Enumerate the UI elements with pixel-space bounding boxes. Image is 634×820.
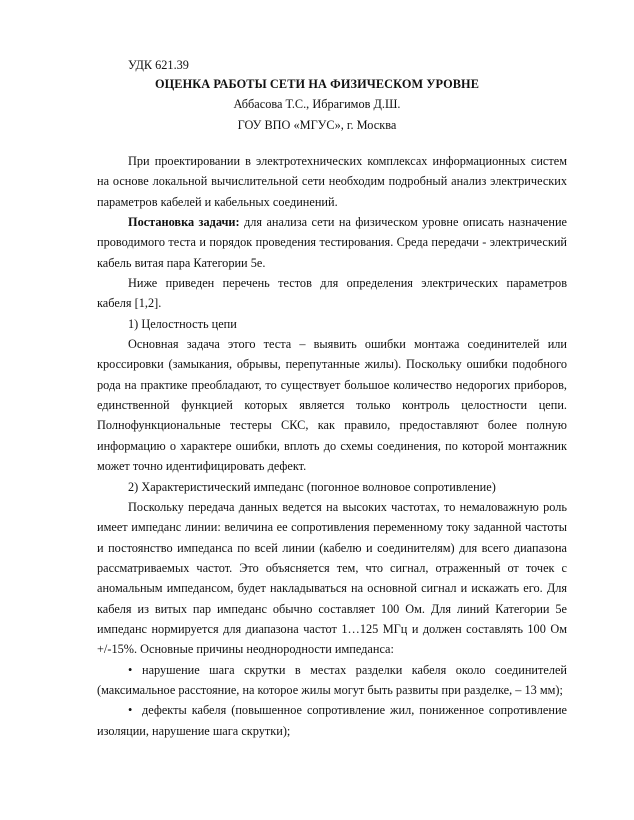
problem-statement-text: для анализа сети на физическом уровне описать назначение проводимого теста и порядок проведения тестирования. Среда передачи - электрический кабель витая пара Категории 5е. [97,215,567,270]
paragraph-impedance: Поскольку передача данных ведется на высоких частотах, то немаловажную роль имеет импеданс линии: величина ее сопротивления переменному току заданной частоты и постоянство импеданса по всей линии (кабелю и соединителям) для всего диапазона рассматриваемых частот. Это объясняется тем, что сигнал, отраженный от точек с аномальным импедансом, будет накладываться на основной сигнал и искажать его. Для кабеля из витых пар импеданс обычно составляет 100 Ом. Для линий Категории 5е импеданс нормируется для диапазона частот 1…125 МГц и должен составлять 100 Ом +/-15%. Основные причины неоднородности импеданса: [97,499,567,657]
list-item-text: нарушение шага скрутки в местах разделки кабеля около соединителей (максимальное расстояние, на которое жилы могут быть развиты при разделке, – 13 мм); [97,662,567,697]
section-heading-impedance: 2) Характеристический импеданс (погонное волновое сопротивление) [128,479,496,494]
bullet-icon: • [128,662,133,677]
affiliation: ГОУ ВПО «МГУС», г. Москва [237,118,397,132]
paragraph-intro: При проектировании в электротехнических комплексах информационных систем на основе локальной вычислительной сети необходим подробный анализ электрических параметров кабелей и кабельных соединений. [97,154,567,209]
paragraph-tests-list-intro: Ниже приведен перечень тестов для определения электрических параметров кабеля [1,2]. [97,276,567,311]
list-item-text: дефекты кабеля (повышенное сопротивление жил, пониженное сопротивление изоляции, нарушение шага скрутки); [97,703,567,738]
authors: Аббасова Т.С., Ибрагимов Д.Ш. [233,97,401,111]
paragraph-problem-statement [97,212,567,273]
list-item [97,660,567,701]
paper-title: ОЦЕНКА РАБОТЫ СЕТИ НА ФИЗИЧЕСКОМ УРОВНЕ [154,77,480,91]
problem-statement-label: Постановка задачи: [128,215,240,230]
section-heading-continuity: 1) Целостность цепи [128,316,237,331]
body-text [97,151,567,741]
udk-code: УДК 621.39 [128,58,189,72]
paragraph-continuity: Основная задача этого теста – выявить ошибки монтажа соединителей или кроссировки (замыкания, обрывы, перепутанные жилы). Поскольку ошибки подобного рода на практике преобладают, то существует большое количество недорогих приборов, единственной функцией которых является только контроль целостности цепи. Полнофункциональные тестеры СКС, как правило, предоставляют более полную информацию о характере ошибки, вплоть до схемы соединения, по которой монтажник может точно идентифицировать дефект. [97,337,567,474]
list-item [97,700,567,741]
bullet-icon: • [128,703,133,718]
